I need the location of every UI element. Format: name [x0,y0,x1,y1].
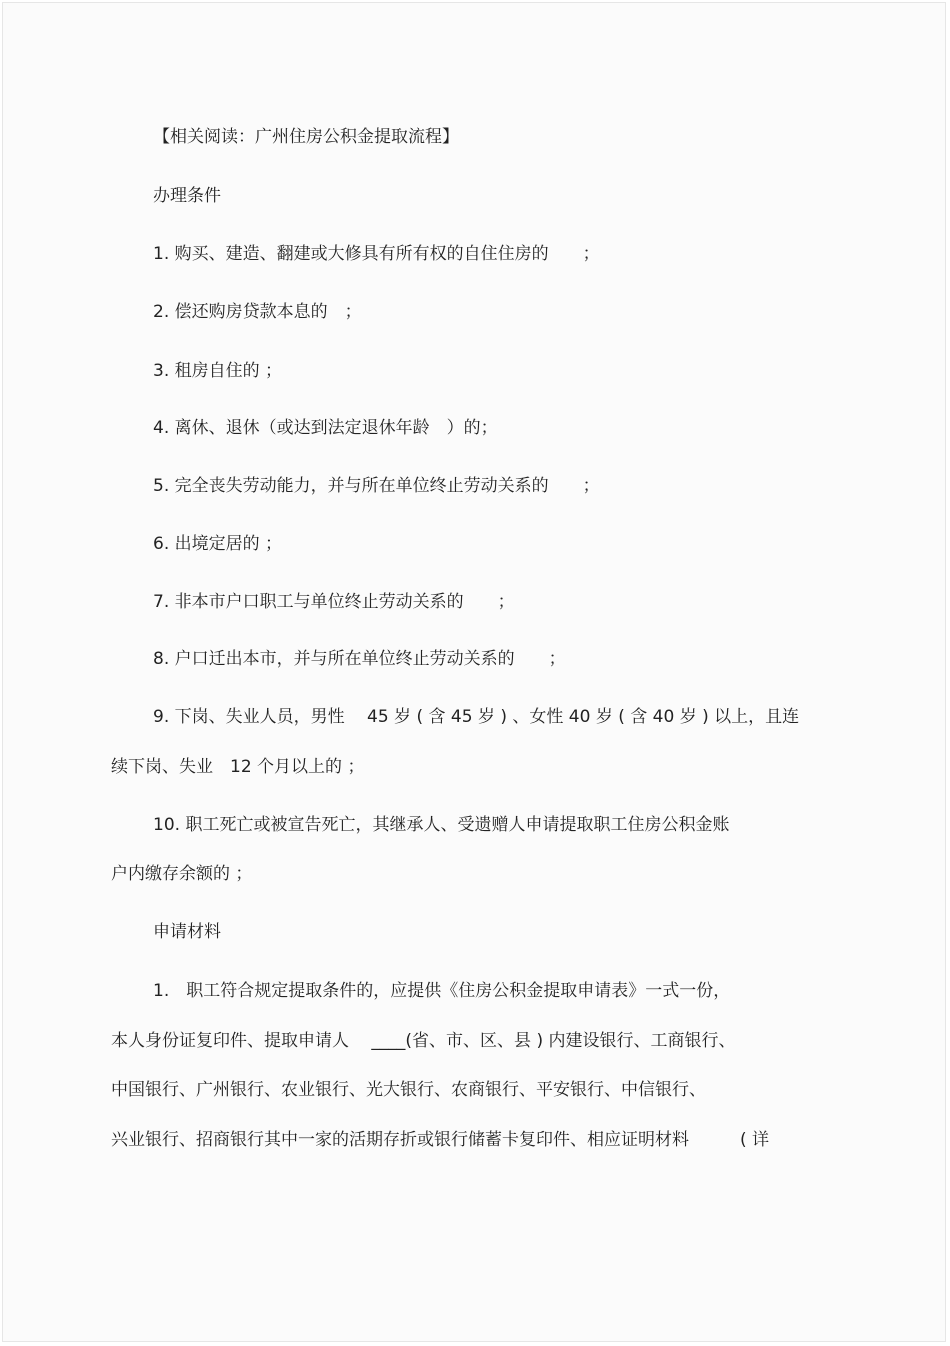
condition-item-8: 8. 户口迁出本市，并与所在单位终止劳动关系的 ； [153,649,566,669]
condition-item-4: 4. 离休、退休（或达到法定退休年龄 ）的； [153,418,498,438]
related-reading-title: 【相关阅读：广州住房公积金提取流程】 [153,127,459,147]
condition-item-5: 5. 完全丧失劳动能力，并与所在单位终止劳动关系的 ； [153,476,600,496]
condition-item-10: 10. 职工死亡或被宣告死亡，其继承人、受遗赠人申请提取职工住房公积金账 [153,815,730,835]
document-page [2,2,946,1342]
material-item-1-line-3: 中国银行、广州银行、农业银行、光大银行、农商银行、平安银行、中信银行、 [111,1080,706,1100]
condition-item-7: 7. 非本市户口职工与单位终止劳动关系的 ； [153,592,515,612]
material-item-1: 1. 职工符合规定提取条件的，应提供《住房公积金提取申请表》一式一份， [153,981,731,1001]
condition-item-10-continued: 户内缴存余额的 ； [111,864,253,884]
condition-item-6: 6. 出境定居的 ； [153,534,283,554]
condition-item-9: 9. 下岗、失业人员，男性 45 岁 ( 含 45 岁 ) 、女性 40 岁 ( 含 40 岁 ) 以上，且连 [153,707,800,727]
condition-item-9-continued: 续下岗、失业 12 个月以上的 ； [111,757,365,777]
conditions-heading: 办理条件 [153,186,221,206]
condition-item-2: 2. 偿还购房贷款本息的 ； [153,302,362,322]
condition-item-1: 1. 购买、建造、翻建或大修具有所有权的自住住房的 ； [153,244,600,264]
material-item-1-line-4: 兴业银行、招商银行其中一家的活期存折或银行储蓄卡复印件、相应证明材料 ( 详 [111,1130,770,1150]
material-item-1-line-2: 本人身份证复印件、提取申请人 ____(省、市、区、县 ) 内建设银行、工商银行、 [111,1031,736,1051]
condition-item-3: 3. 租房自住的 ； [153,361,283,381]
materials-heading: 申请材料 [153,922,221,942]
